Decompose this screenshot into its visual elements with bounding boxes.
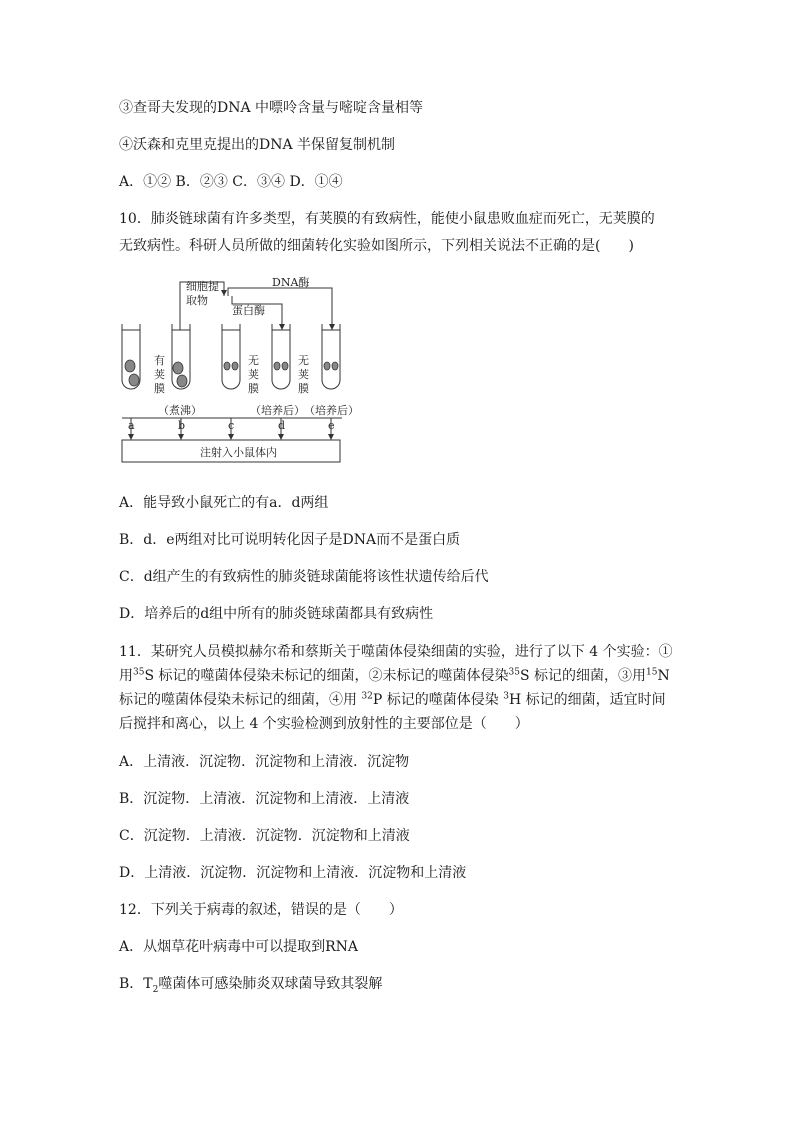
q11-option-a: A．上清液．沉淀物．沉淀物和上清液．沉淀物 [119,754,410,770]
fig-capsule-no-1a: 无 [248,354,259,367]
fig-capsule-no-1b: 荚 [248,368,259,381]
fig-label-c: c [228,419,235,432]
q12-option-b: B．$T_2$噬菌体可感染肺炎双球菌导致其裂解 [119,976,383,995]
q10-stem-2: 无致病性。科研人员所做的细菌转化实验如图所示，下列相关说法不正确的是( ) [119,238,634,254]
fig-label-a: a [128,419,135,432]
q10-option-c: C．d组产生的有致病性的肺炎链球菌能将该性状遗传给后代 [119,569,489,585]
fig-extract-1: 细胞提 [186,280,219,293]
q11-stem-4: 后搅拌和离心，以上 4 个实验检测到放射性的主要部位是（ ） [119,716,529,732]
fig-label-e: e [328,419,335,432]
fig-capsule-no-2a: 无 [298,354,309,367]
fig-capsule-no-1c: 膜 [248,382,259,395]
q11-stem-1: 11．某研究人员模拟赫尔希和蔡斯关于噬菌体侵染细菌的实验，进行了以下 4 个实验：① [119,644,673,660]
q10-option-a: A．能导致小鼠死亡的有a．d两组 [119,495,329,511]
fig-label-b: b [178,419,186,432]
fig-capsule-no-2c: 膜 [298,382,309,395]
q10-option-b: B．d．e两组对比可说明转化因子是DNA而不是蛋白质 [119,532,461,548]
fig-cultured-1: （培养后） [250,404,305,417]
tube-e [322,324,340,389]
option-line-4: ④沃森和克里克提出的DNA 半保留复制机制 [119,137,396,153]
fig-boil: （煮沸） [158,404,202,417]
fig-capsule-yes-1: 有 [154,354,165,367]
q11-stem-2: 用$^{35}$S 标记的噬菌体侵染未标记的细菌，②未标记的噬菌体侵染$^{35}$S 标记的细菌，③用$^{15}$N [119,667,670,684]
option-line-3: ③查哥夫发现的DNA 中嘌呤含量与嘧啶含量相等 [119,100,424,116]
q11-option-d: D．上清液．沉淀物．沉淀物和上清液．沉淀物和上清液 [119,865,467,881]
q11-option-c: C．沉淀物．上清液．沉淀物．沉淀物和上清液 [119,828,410,844]
fig-label-d: d [278,419,286,432]
transformation-experiment-figure [112,268,372,474]
fig-extract-2: 取物 [186,294,208,307]
fig-protease: 蛋白酶 [232,304,265,317]
q10-option-d: D．培养后的d组中所有的肺炎链球菌都具有致病性 [119,606,434,622]
q10-stem-1: 10．肺炎链球菌有许多类型，有荚膜的有致病性，能使小鼠患败血症而死亡，无荚膜的 [119,211,655,227]
fig-dnase: DNA酶 [272,276,310,289]
fig-cultured-2: （培养后） [304,404,359,417]
q12-option-a: A．从烟草花叶病毒中可以提取到RNA [119,939,359,955]
fig-inject-label: 注射入小鼠体内 [200,446,277,459]
q12-stem: 12．下列关于病毒的叙述，错误的是（ ） [119,902,403,918]
q11-stem-3: 标记的噬菌体侵染未标记的细菌，④用 $^{32}$P 标记的噬菌体侵染 $^3$H 标记的细菌，适宜时间 [119,691,666,708]
q11-option-b: B．沉淀物．上清液．沉淀物和上清液．上清液 [119,791,410,807]
tube-d [272,324,290,389]
fig-capsule-yes-3: 膜 [154,382,165,395]
q9-choices: A．①② B．②③ C．③④ D．①④ [119,174,343,190]
fig-capsule-yes-2: 荚 [154,368,165,381]
tube-c [222,324,240,389]
fig-capsule-no-2b: 荚 [298,368,309,381]
